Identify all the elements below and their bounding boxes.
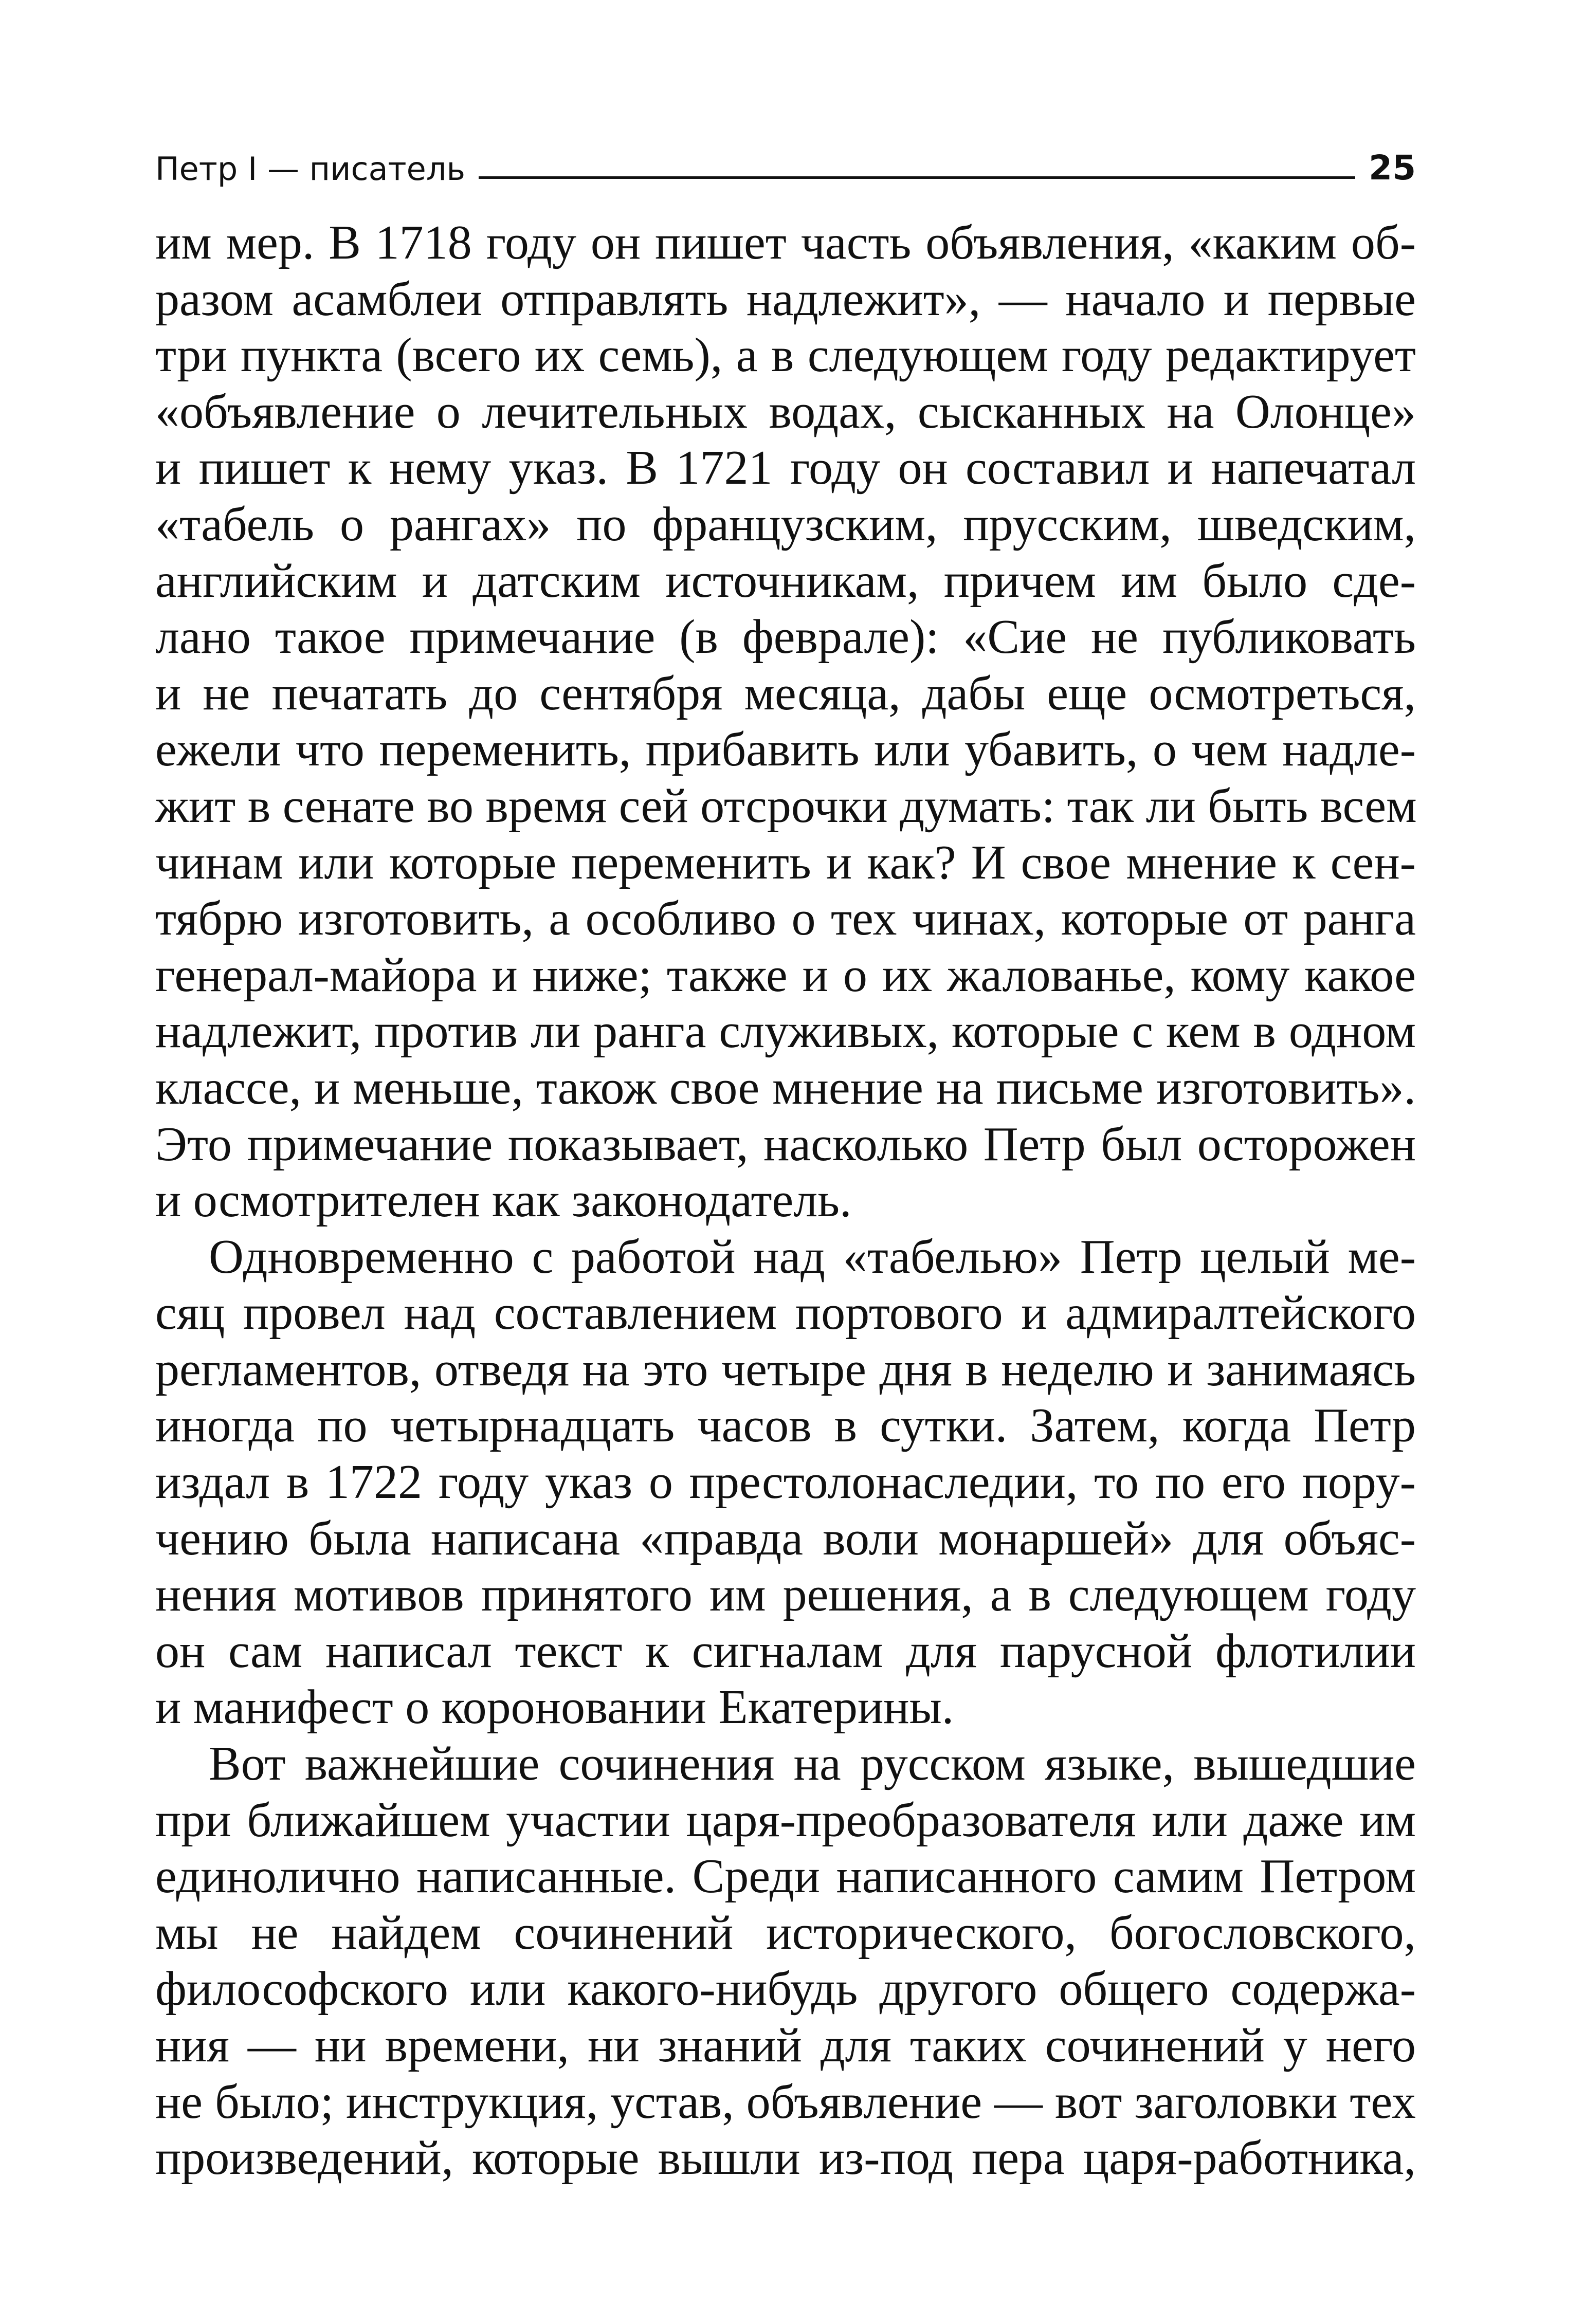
text-line: он сам написал текст к сигналам для парусной флотилии <box>155 1624 1416 1678</box>
running-header <box>155 139 1416 188</box>
running-title: Петр I — писатель <box>155 150 465 188</box>
text-line: и осмотрителен как законодатель. <box>155 1174 852 1228</box>
text-line: и манифест о короновании Екатерины. <box>155 1680 954 1734</box>
text-line: произведений, которые вышли из-под пера царя-работника, <box>155 2131 1416 2185</box>
text-line: Одновременно с работой над «табелью» Петр целый ме- <box>209 1230 1416 1284</box>
text-line: Вот важнейшие сочинения на русском языке, вышедшие <box>209 1737 1416 1791</box>
text-line: регламентов, отведя на это четыре дня в неделю и занимаясь <box>155 1342 1416 1396</box>
paragraph-1 <box>155 215 1416 1229</box>
text-line: при ближайшем участии царя-преобразователя или даже им <box>155 1793 1416 1847</box>
text-line: единолично написанные. Среди написанного самим Петром <box>155 1850 1416 1904</box>
text-line: три пункта (всего их семь), а в следующем году редактирует <box>155 328 1416 382</box>
text-line: разом асамблеи отправлять надлежит», — начало и первые <box>155 272 1416 326</box>
text-line: сяц провел над составлением портового и адмиралтейского <box>155 1286 1416 1340</box>
text-line: им мер. В 1718 году он пишет часть объявления, «каким об- <box>155 216 1416 269</box>
text-line: иногда по четырнадцать часов в сутки. Затем, когда Петр <box>155 1399 1416 1453</box>
text-line: тябрю изготовить, а особливо о тех чинах, которые от ранга <box>155 892 1416 946</box>
text-line: ния — ни времени, ни знаний для таких сочинений у него <box>155 2019 1416 2072</box>
text-line: надлежит, против ли ранга служивых, которые с кем в одном <box>155 1004 1416 1058</box>
paragraph-2 <box>155 1229 1416 1736</box>
text-line: «объявление о лечительных водах, сысканных на Олонце» <box>155 385 1416 438</box>
text-line: и пишет к нему указ. В 1721 году он составил и напечатал <box>155 441 1416 495</box>
text-line: мы не найдем сочинений исторического, богословского, <box>155 1906 1416 1960</box>
paragraph-3 <box>155 1736 1416 2187</box>
text-line: лано такое примечание (в феврале): «Сие не публиковать <box>155 610 1416 664</box>
text-line: жит в сенате во время сей отсрочки думать: так ли быть всем <box>155 779 1417 833</box>
text-line: классе, и меньше, також свое мнение на письме изготовить». <box>155 1060 1416 1114</box>
header-rule <box>479 176 1355 179</box>
text-line: ежели что переменить, прибавить или убавить, о чем надле- <box>155 723 1416 777</box>
text-line: «табель о рангах» по французским, прусским, шведским, <box>155 497 1416 551</box>
text-line: нения мотивов принятого им решения, а в следующем году <box>155 1568 1416 1622</box>
text-line: не было; инструкция, устав, объявление — вот заголовки тех <box>155 2075 1416 2129</box>
body-text <box>155 215 1416 2187</box>
text-line: и не печатать до сентября месяца, дабы еще осмотреться, <box>155 666 1416 720</box>
text-line: философского или какого-нибудь другого общего содержа- <box>155 1962 1416 2016</box>
text-line: генерал-майора и ниже; также и о их жалованье, кому какое <box>155 948 1416 1002</box>
text-line: чинам или которые переменить и как? И свое мнение к сен- <box>155 835 1416 889</box>
text-line: английским и датским источникам, причем им было сде- <box>155 554 1416 608</box>
text-line: Это примечание показывает, насколько Петр был осторожен <box>155 1117 1416 1171</box>
text-line: чению была написана «правда воли монаршей» для объяс- <box>155 1511 1416 1565</box>
page-number: 25 <box>1369 148 1416 188</box>
text-line: издал в 1722 году указ о престолонаследии, то по его пору- <box>155 1455 1416 1509</box>
